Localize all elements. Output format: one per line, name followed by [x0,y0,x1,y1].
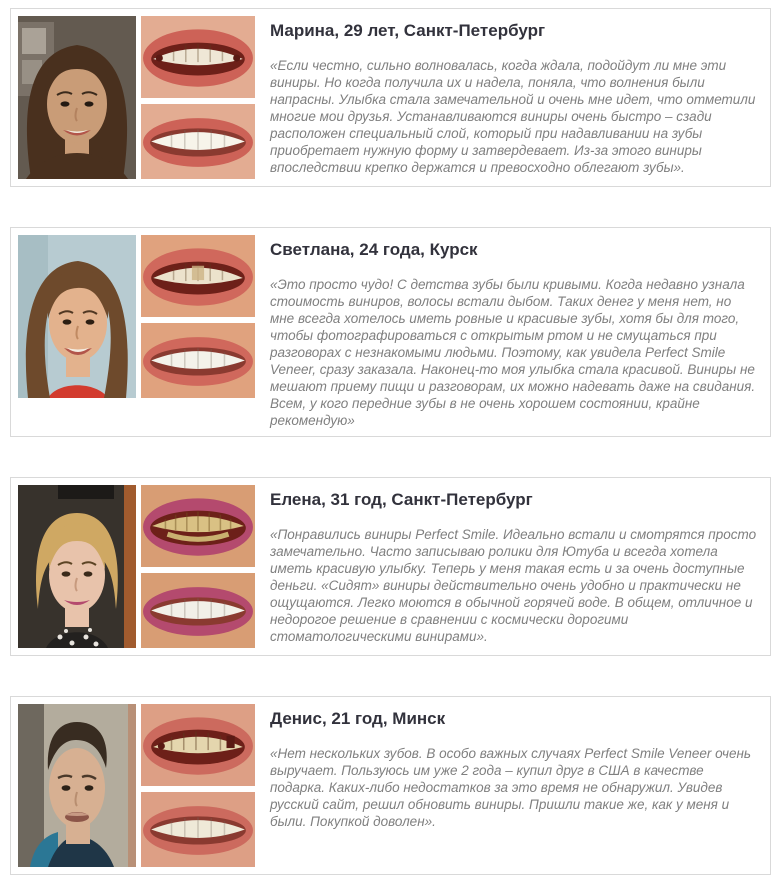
teeth-after-photo [141,792,255,867]
smile-after-illustration [141,104,255,179]
photo-group [18,235,255,398]
testimonial-card [10,696,771,875]
portrait-photo [18,235,136,398]
portrait-illustration [18,485,136,648]
testimonial-content [255,235,763,429]
before-after-column [141,235,255,398]
smile-after-illustration [141,323,255,398]
before-after-column [141,704,255,867]
testimonial-quote: «Нет нескольких зубов. В особо важных случаях Perfect Smile Veneer очень выручает. Пользуюсь им уже 2 года – купил друг в США в качестве подарка. Каких-либо недостатков за это время не обнаружил. Увидев русский сайт, решил обновить виниры. Пришли такие же, как у меня и были. Покупкой доволен». [270,746,752,829]
testimonial-content [255,704,763,830]
photo-group [18,704,255,867]
teeth-before-photo [141,16,255,98]
testimonial-content [255,485,763,645]
testimonial-title: Светлана, 24 года, Курск [270,240,478,259]
testimonial-content [255,16,763,176]
smile-before-illustration [141,235,255,317]
portrait-photo [18,16,136,179]
teeth-before-photo [141,485,255,567]
smile-after-illustration [141,792,255,867]
portrait-illustration [18,704,136,867]
teeth-before-photo [141,704,255,786]
smile-before-illustration [141,704,255,786]
portrait-photo [18,485,136,648]
teeth-after-photo [141,323,255,398]
portrait-photo [18,704,136,867]
smile-before-illustration [141,16,255,98]
testimonial-quote: «Если честно, сильно волновалась, когда ждала, подойдут ли мне эти виниры. Но когда получила их и надела, поняла, что волнения были напрасны. Улыбка стала замечательной и очень мне идет, что отметили многие мои друзья. Устанавливаются виниры очень быстро – сзади расположен специальный слой, который при надавливании на зубы приобретает нужную форму и затвердевает. Из-за этого виниры впоследствии крепко держатся и превосходно облегают зубы». [270,58,756,175]
photo-group [18,485,255,648]
portrait-illustration [18,235,136,398]
testimonial-card [10,227,771,437]
testimonial-card [10,8,771,187]
smile-after-illustration [141,573,255,648]
testimonial-title: Марина, 29 лет, Санкт-Петербург [270,21,546,40]
portrait-illustration [18,16,136,179]
before-after-column [141,16,255,179]
before-after-column [141,485,255,648]
photo-group [18,16,255,179]
smile-before-illustration [141,485,255,567]
teeth-after-photo [141,573,255,648]
testimonial-title: Денис, 21 год, Минск [270,709,446,728]
teeth-before-photo [141,235,255,317]
testimonial-title: Елена, 31 год, Санкт-Петербург [270,490,533,509]
testimonial-quote: «Это просто чудо! С детства зубы были кривыми. Когда недавно узнала стоимость виниров, волосы встали дыбом. Таких денег у меня нет, но мне всегда хотелось иметь ровные и красивые зубы, хотя бы для того, чтобы фотографироваться с открытым ртом и не смущаться при разговорах с незнакомыми людьми. Поэтому, как увидела Perfect Smile Veneer, сразу заказала. Наконец-то моя улыбка стала красивой. Виниры не мешают приему пищи и разговорам, их можно надевать даже на свидания. Всем, у кого передние зубы в не очень хорошем состоянии, крайне рекомендую» [270,277,756,428]
testimonial-quote: «Понравились виниры Perfect Smile. Идеально встали и смотрятся просто замечательно. Часто записываю ролики для Ютуба и всегда хотела иметь красивую улыбку. Теперь у меня такая есть и за очень доступные деньги. «Сидят» виниры действительно очень удобно и практически не ощущаются. Легко моются в обычной горячей воде. В общем, отличное и недорогое решение в сравнении с космически дорогими стоматологическими винирами». [270,527,757,644]
testimonial-card [10,477,771,656]
teeth-after-photo [141,104,255,179]
